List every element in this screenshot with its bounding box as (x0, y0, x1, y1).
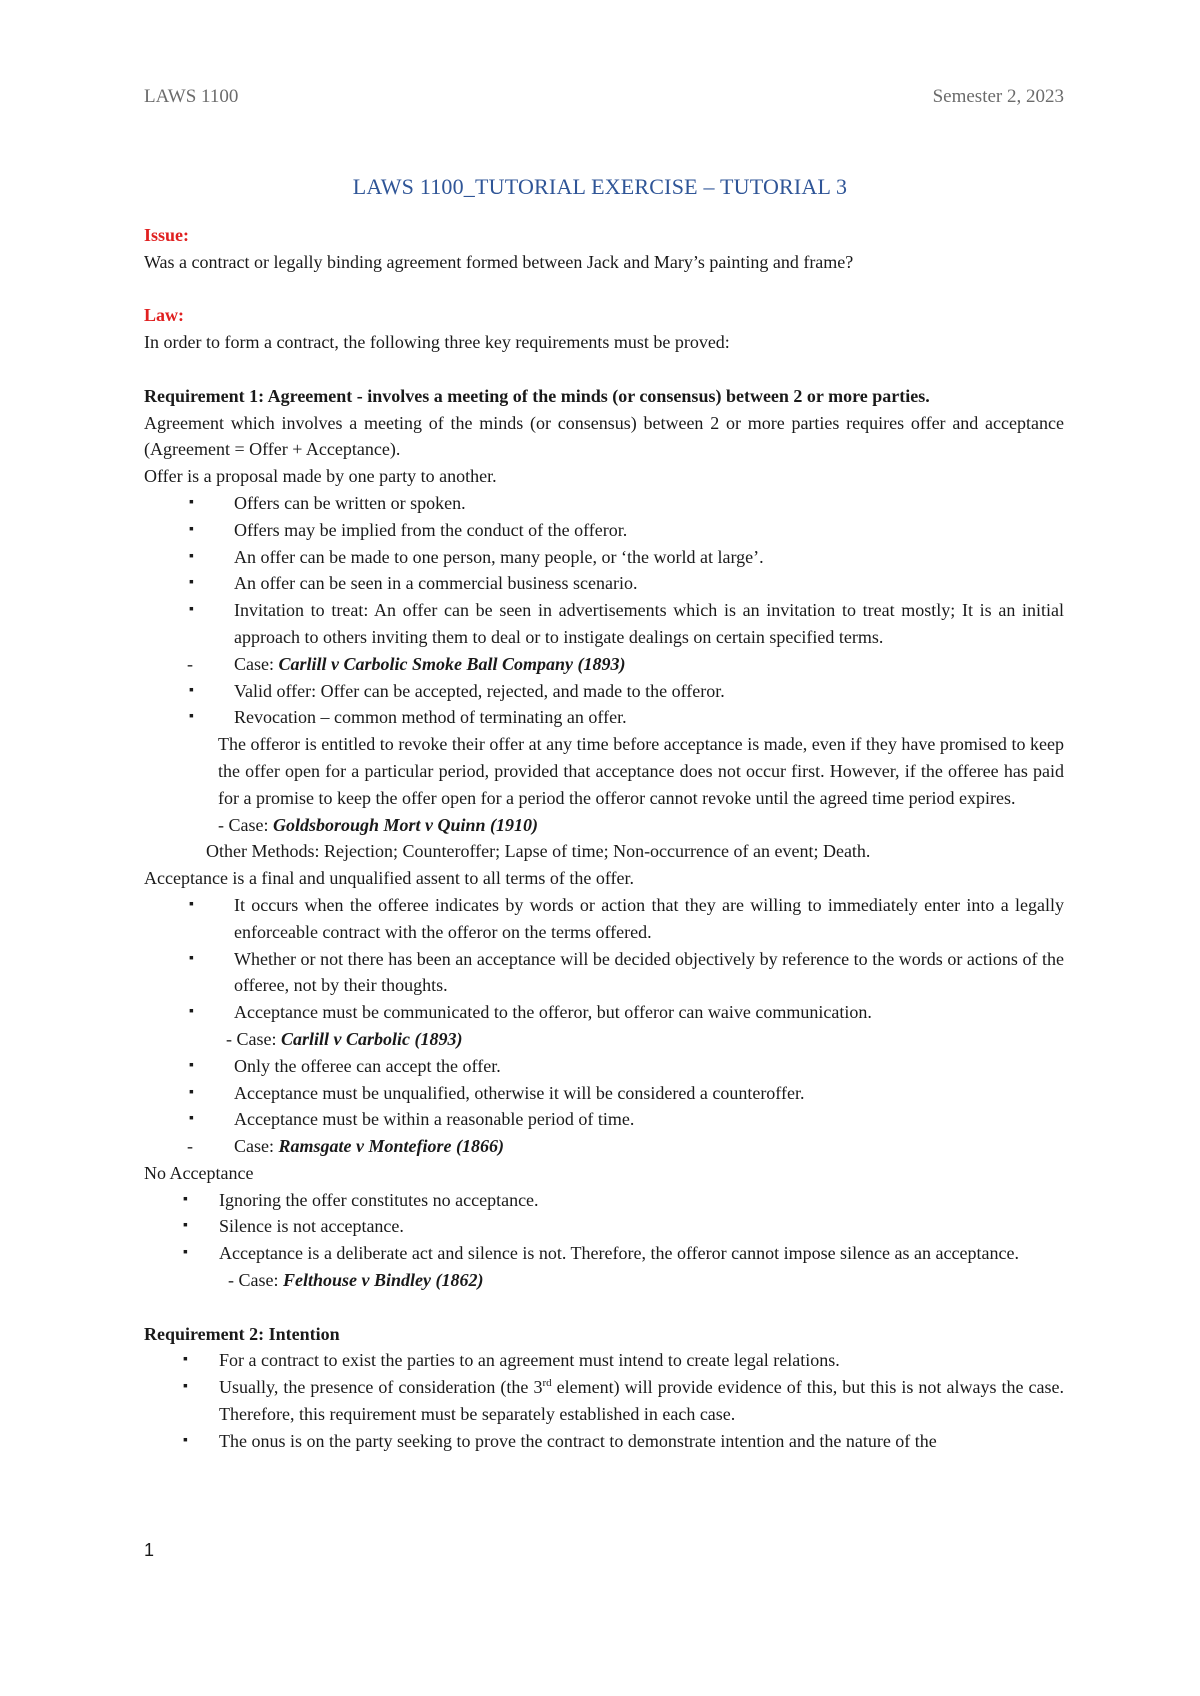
list-item: ▪ Whether or not there has been an acceptance will be decided objectively by reference to the words or actions of the offeree, not by their thoughts. (144, 946, 1064, 1000)
bullet-icon: ▪ (189, 1004, 194, 1020)
case-citation: Carlill v Carbolic (1893) (280, 1028, 463, 1049)
header-course: LAWS 1100 (144, 86, 239, 107)
document-title: LAWS 1100_TUTORIAL EXERCISE – TUTORIAL 3 (352, 174, 848, 199)
bullet-icon: ▪ (183, 1432, 188, 1448)
bullet-icon: ▪ (189, 1084, 194, 1100)
other-methods: Other Methods: Rejection; Counteroffer; Lapse of time; Non-occurrence of an event; Death. (206, 841, 871, 862)
list-item: ▪ Acceptance must be communicated to the offeror, but offeror can waive communication. (144, 999, 1064, 1026)
bullet-icon: ▪ (189, 548, 194, 564)
case-citation: Carlill v Carbolic Smoke Ball Company (1893) (278, 653, 626, 674)
case-item: - Case: Carlill v Carbolic Smoke Ball Company (1893) (144, 651, 1064, 678)
bullet-icon: ▪ (183, 1245, 188, 1261)
bullet-icon: ▪ (189, 896, 194, 912)
list-item: ▪ Usually, the presence of consideration (the 3rd element) will provide evidence of this, but this is not always the case. Therefore, this requirement must be separately established in each case. (144, 1374, 1064, 1428)
case-citation: Goldsborough Mort v Quinn (1910) (272, 814, 539, 835)
case-citation: Felthouse v Bindley (1862) (282, 1270, 484, 1291)
list-item: ▪ Offers can be written or spoken. (144, 490, 1064, 517)
list-item: ▪ An offer can be made to one person, many people, or ‘the world at large’. (144, 544, 1064, 571)
no-acceptance-heading: No Acceptance (144, 1162, 254, 1183)
list-item: ▪ Ignoring the offer constitutes no acceptance. (144, 1187, 1064, 1214)
bullet-icon: ▪ (183, 1352, 188, 1368)
bullet-icon: ▪ (183, 1218, 188, 1234)
bullet-icon: ▪ (189, 521, 194, 537)
bullet-icon: ▪ (183, 1191, 188, 1207)
list-item: ▪ It occurs when the offeree indicates by words or action that they are willing to immediately enter into a legally enforceable contract with the offeror on the terms offered. (144, 892, 1064, 946)
bullet-icon: ▪ (189, 1057, 194, 1073)
list-item: ▪ Revocation – common method of terminating an offer. (144, 704, 1064, 731)
list-item: ▪ Silence is not acceptance. (144, 1213, 1064, 1240)
document-body (144, 222, 1064, 1455)
bullet-icon: ▪ (189, 950, 194, 966)
list-item: ▪ The onus is on the party seeking to prove the contract to demonstrate intention and the nature of the (144, 1428, 1064, 1455)
acceptance-definition: Acceptance is a final and unqualified assent to all terms of the offer. (144, 868, 634, 889)
law-text: In order to form a contract, the following three key requirements must be proved: (144, 332, 730, 353)
bullet-icon: ▪ (183, 1379, 188, 1395)
bullet-icon: ▪ (189, 494, 194, 510)
offer-definition: Offer is a proposal made by one party to another. (144, 466, 497, 487)
case-item: - Case: Felthouse v Bindley (1862) (228, 1270, 484, 1291)
case-citation: Ramsgate v Montefiore (1866) (278, 1136, 504, 1157)
page-number: 1 (144, 1540, 155, 1560)
list-item: ▪ For a contract to exist the parties to an agreement must intend to create legal relations. (144, 1347, 1064, 1374)
bullet-icon: ▪ (189, 682, 194, 698)
case-item: - Case: Goldsborough Mort v Quinn (1910) (218, 814, 539, 835)
agreement-intro: Agreement which involves a meeting of the minds (or consensus) between 2 or more parties requires offer and acceptance (Agreement = Offer + Acceptance). (144, 412, 1064, 460)
bullet-icon: ▪ (189, 1111, 194, 1127)
requirement-2-heading: Requirement 2: Intention (144, 1323, 340, 1344)
requirement-1-heading: Requirement 1: Agreement - involves a meeting of the minds (or consensus) between 2 or more parties. (144, 385, 930, 406)
revocation-detail: The offeror is entitled to revoke their offer at any time before acceptance is made, even if they have promised to keep the offer open for a particular period, provided that acceptance does not occur first. However, if the offeree has paid for a promise to keep the offer open for a period the offeror cannot revoke until the agreed time period expires. (218, 734, 1064, 808)
bullet-icon: ▪ (189, 575, 194, 591)
list-item: ▪ Valid offer: Offer can be accepted, rejected, and made to the offeror. (144, 678, 1064, 705)
dash-icon: - (187, 1136, 193, 1157)
list-item: ▪ Acceptance must be unqualified, otherwise it will be considered a counteroffer. (144, 1080, 1064, 1107)
header-semester: Semester 2, 2023 (932, 86, 1064, 107)
law-heading: Law: (144, 305, 184, 326)
list-item: ▪ An offer can be seen in a commercial business scenario. (144, 570, 1064, 597)
list-item: ▪ Acceptance must be within a reasonable period of time. (144, 1106, 1064, 1133)
bullet-icon: ▪ (189, 709, 194, 725)
list-item: ▪ Only the offeree can accept the offer. (144, 1053, 1064, 1080)
issue-text: Was a contract or legally binding agreement formed between Jack and Mary’s painting and frame? (144, 251, 854, 272)
case-item: - Case: Carlill v Carbolic (1893) (226, 1028, 463, 1049)
issue-heading: Issue: (144, 225, 190, 245)
bullet-icon: ▪ (189, 602, 194, 618)
list-item: ▪ Invitation to treat: An offer can be seen in advertisements which is an invitation to treat mostly; It is an initial approach to others inviting them to deal or to instigate dealings on certain specified terms. (144, 597, 1064, 651)
dash-icon: - (187, 653, 193, 674)
list-item: ▪ Acceptance is a deliberate act and silence is not. Therefore, the offeror cannot impose silence as an acceptance. (144, 1240, 1064, 1267)
case-item: - Case: Ramsgate v Montefiore (1866) (144, 1133, 1064, 1160)
list-item: ▪ Offers may be implied from the conduct of the offeror. (144, 517, 1064, 544)
